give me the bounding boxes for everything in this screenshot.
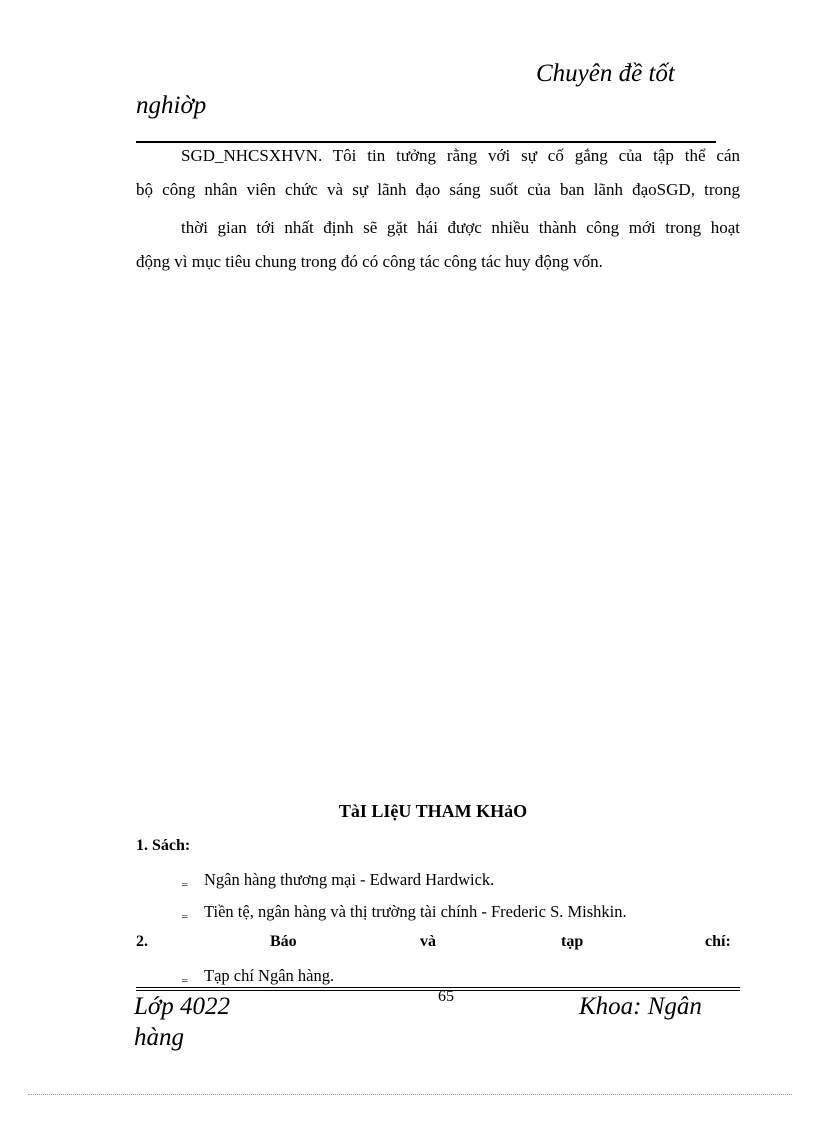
section1-heading: 1. Sách:	[136, 837, 191, 854]
page-number: 65	[438, 988, 454, 1005]
reference-item	[182, 902, 627, 922]
footer-left-part2: hàng	[134, 1024, 184, 1051]
section2-heading-word: chí:	[705, 933, 731, 950]
section2-heading-word: tạp	[561, 933, 584, 950]
paragraph-line-1: SGD_NHCSXHVN. Tôi tin tưởng rằng với sự cố gắng của tập thể cán	[181, 146, 740, 165]
body-paragraph-continued	[136, 211, 740, 279]
header-title-part2: nghiờp	[136, 92, 207, 119]
bullet-icon: ‗	[182, 970, 188, 982]
paragraph-line-2: bộ công nhân viên chức và sự lãnh đạo sáng suốt của ban lãnh đạoSGD, trong	[136, 180, 740, 199]
footer-left-part1: Lớp 4022	[134, 993, 230, 1020]
paragraph-line-3: thời gian tới nhất định sẽ gặt hái được nhiều thành công mới trong hoạt	[181, 218, 740, 237]
reference-item	[182, 966, 334, 986]
reference-item-text: Ngân hàng thương mại - Edward Hardwick.	[204, 870, 495, 889]
bullet-icon: ‗	[182, 874, 188, 886]
reference-item-text: Tiền tệ, ngân hàng và thị trường tài chính - Frederic S. Mishkin.	[204, 902, 627, 921]
section2-heading-word: 2.	[136, 933, 148, 950]
bullet-icon: ‗	[182, 906, 188, 918]
paragraph-line-4: động vì mục tiêu chung trong đó có công tác công tác huy động vốn.	[136, 252, 603, 271]
page-boundary-dotted-line	[28, 1094, 792, 1095]
footer-right: Khoa: Ngân	[579, 993, 702, 1020]
header-title-part1: Chuyên đề tốt	[536, 60, 675, 87]
reference-item	[182, 870, 494, 890]
references-title: TàI LIệU THAM KHảO	[338, 801, 528, 821]
reference-item-text: Tạp chí Ngân hàng.	[204, 966, 335, 985]
section2-heading-word: và	[420, 933, 436, 950]
body-paragraph	[136, 139, 740, 207]
section2-heading-word: Báo	[270, 933, 297, 950]
